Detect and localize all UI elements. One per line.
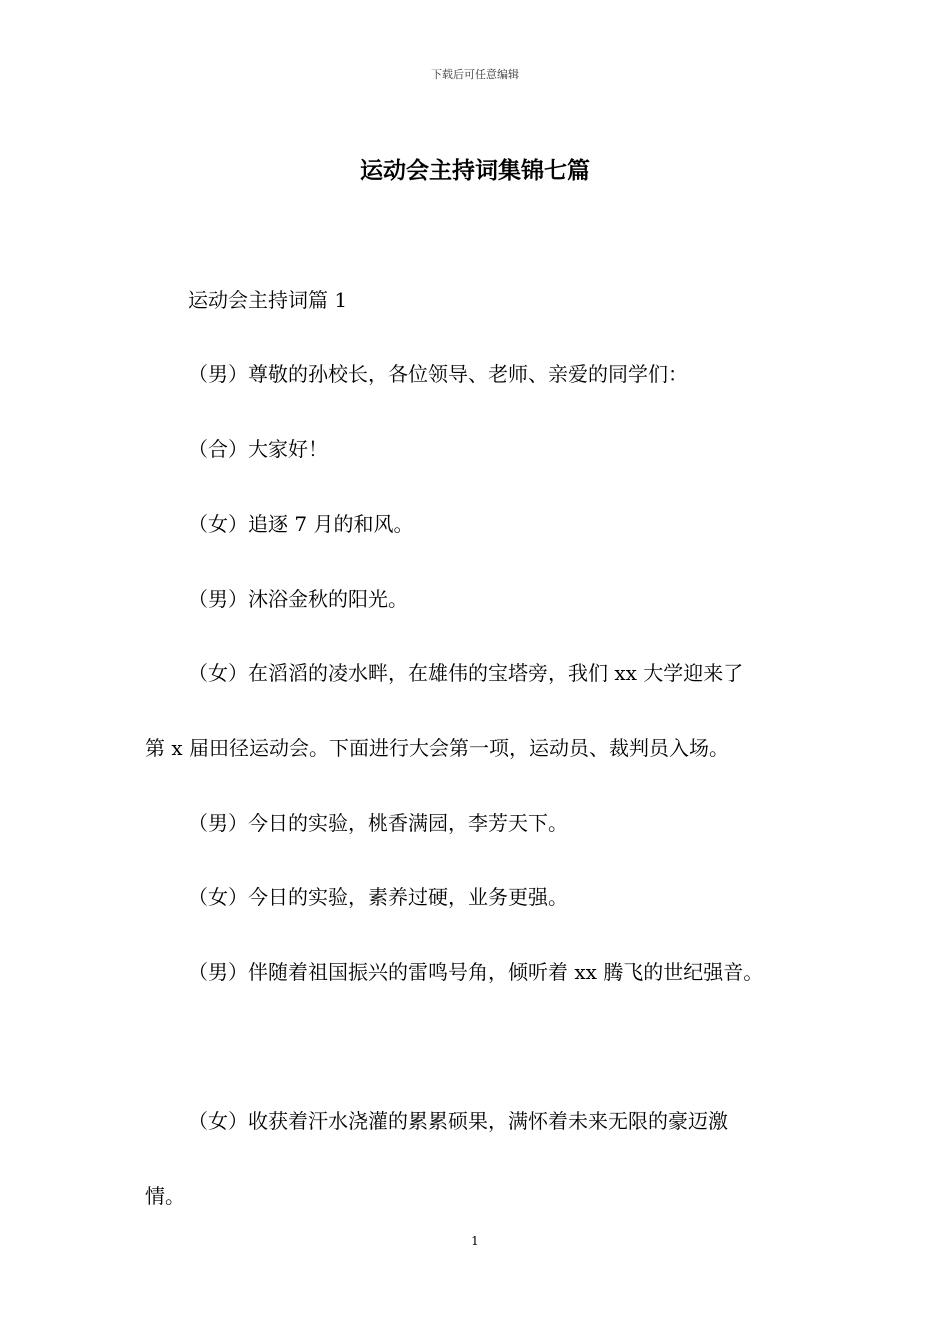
section-heading: 运动会主持词篇 1 [188, 288, 348, 312]
paragraph-line: （男）沐浴金秋的阳光。 [188, 587, 408, 611]
page-number: 1 [471, 1234, 479, 1248]
page-header-note: 下载后可任意编辑 [431, 68, 519, 81]
document-title: 运动会主持词集锦七篇 [360, 157, 590, 184]
paragraph-line: （男）今日的实验，桃香满园，李芳天下。 [188, 811, 568, 835]
paragraph-line: （女）追逐 7 月的和风。 [188, 512, 414, 536]
paragraph-line: （男）尊敬的孙校长，各位领导、老师、亲爱的同学们： [188, 362, 688, 386]
paragraph-line: （合）大家好！ [188, 437, 328, 461]
paragraph-line: （男）伴随着祖国振兴的雷鸣号角，倾听着 xx 腾飞的世纪强音。 [188, 960, 764, 984]
paragraph-line: （女）在滔滔的凌水畔，在雄伟的宝塔旁，我们 xx 大学迎来了 [188, 661, 744, 685]
paragraph-line: （女）今日的实验，素养过硬，业务更强。 [188, 885, 568, 909]
paragraph-line-continued: 情。 [145, 1184, 185, 1208]
paragraph-line-continued: 第 x 届田径运动会。下面进行大会第一项，运动员、裁判员入场。 [145, 736, 729, 760]
paragraph-line: （女）收获着汗水浇灌的累累硕果，满怀着未来无限的豪迈激 [188, 1109, 728, 1133]
